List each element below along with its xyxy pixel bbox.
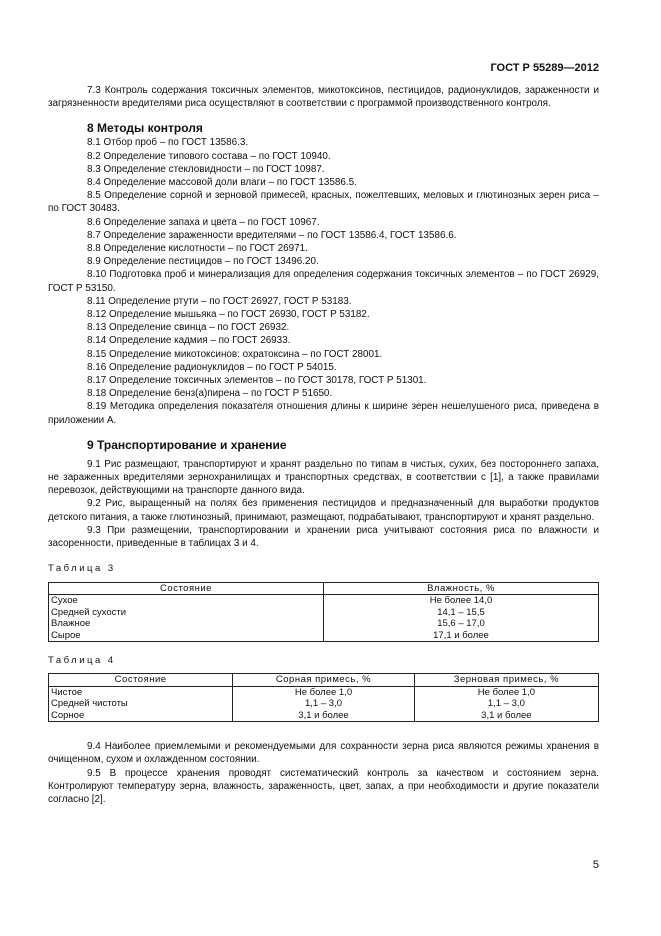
table-3-header-moisture: Влажность, %	[324, 582, 599, 595]
table-4-header-state: Состояние	[49, 674, 233, 687]
table-4	[48, 673, 599, 722]
table-cell: 1,1 – 3,0	[233, 698, 415, 710]
paragraph-9-3: 9.3 При размещении, транспортировании и хранении риса учитывают состояния риса по влажности и засоренности, приведенные в таблицах 3 и 4.	[48, 524, 599, 550]
method-item: 8.16 Определение радионуклидов – по ГОСТ Р 54015.	[87, 361, 337, 373]
section-9-title: 9 Транспортирование и хранение	[87, 437, 287, 452]
table-cell: Сорное	[49, 710, 233, 722]
table-3-caption: Таблица 3	[48, 563, 116, 575]
method-item: 8.9 Определение пестицидов – по ГОСТ 13496.20.	[87, 256, 319, 268]
table-3	[48, 582, 599, 643]
table-cell: Не более 1,0	[414, 686, 598, 698]
table-4-header-grain-impurity: Зерновая примесь, %	[414, 674, 598, 687]
table-cell: Не более 14,0	[324, 595, 599, 607]
table-row	[49, 698, 599, 710]
table-row	[49, 595, 599, 607]
table-cell: Сухое	[49, 595, 324, 607]
page-body	[48, 84, 599, 806]
table-cell: Сырое	[49, 630, 324, 642]
method-item: 8.17 Определение токсичных элементов – по ГОСТ 30178, ГОСТ Р 51301.	[87, 375, 427, 387]
section-8-title: 8 Методы контроля	[87, 121, 203, 136]
table-row	[49, 710, 599, 722]
method-item: 8.7 Определение зараженности вредителями – по ГОСТ 13586.4, ГОСТ 13586.6.	[87, 229, 457, 241]
table-cell: 17,1 и более	[324, 630, 599, 642]
table-row	[49, 607, 599, 619]
table-cell: 14,1 – 15,5	[324, 607, 599, 619]
method-item: 8.15 Определение микотоксинов: охратоксина – по ГОСТ 28001.	[87, 348, 383, 360]
method-item: 8.19 Методика определения показателя отношения длины к ширине зерен нешелушеного риса, приведена в приложении А.	[48, 401, 599, 426]
method-item: 8.5 Определение сорной и зерновой примесей, красных, пожелтевших, меловых и глютинозных зерен риса – по ГОСТ 30483.	[48, 190, 599, 215]
method-item: 8.4 Определение массовой доли влаги – по ГОСТ 13586.5.	[87, 177, 357, 189]
section-8-list	[48, 136, 599, 426]
table-cell: 3,1 и более	[233, 710, 415, 722]
table-cell: 15,6 – 17,0	[324, 618, 599, 630]
table-4-caption: Таблица 4	[48, 655, 116, 666]
table-row	[49, 686, 599, 698]
paragraph-9-2: 9.2 Рис, выращенный на полях без применения пестицидов и предназначенный для выработки продуктов детского питания, а также глютинозный, принимают, размещают, подрабатывают, транспортируют и хранят раздельно.	[48, 498, 599, 523]
table-cell: Средней сухости	[49, 607, 324, 619]
method-item: 8.2 Определение типового состава – по ГОСТ 10940.	[87, 150, 331, 162]
method-item: 8.6 Определение запаха и цвета – по ГОСТ 10967.	[87, 216, 320, 228]
paragraph-9-4: 9.4 Наиболее приемлемыми и рекомендуемыми для сохранности зерна риса являются режимы хранения в очищенном, сухом и охлажденном состоянии.	[48, 741, 599, 766]
table-cell: Чистое	[49, 686, 233, 698]
method-item: 8.14 Определение кадмия – по ГОСТ 26933.	[87, 335, 291, 347]
table-cell: 1,1 – 3,0	[414, 698, 598, 710]
table-row	[49, 618, 599, 630]
paragraph-9-1: 9.1 Рис размещают, транспортируют и хранят раздельно по типам в чистых, сухих, без постороннего запаха, не зараженных вредителями зернохранилищах и транспортных средствах, в соответствии с [1], а также правилами перевозок, действующими на транспорте данного вида.	[48, 458, 599, 497]
table-cell: Средней чистоты	[49, 698, 233, 710]
method-item: 8.13 Определение свинца – по ГОСТ 26932.	[87, 322, 290, 334]
page-number: 5	[592, 859, 599, 871]
method-item: 8.8 Определение кислотности – по ГОСТ 26971.	[87, 243, 308, 255]
method-item: 8.1 Отбор проб – по ГОСТ 13586.3.	[87, 137, 249, 149]
paragraph-9-5: 9.5 В процессе хранения проводят систематический контроль за качеством и состоянием зерна. Контролируют температуру зерна, влажность, зараженность, цвет, запах, а при необходимости и другие показатели согласно [2].	[48, 767, 599, 806]
document-code: ГОСТ Р 55289—2012	[490, 62, 599, 74]
table-row	[49, 630, 599, 642]
table-cell: 3,1 и более	[414, 710, 598, 722]
table-4-header-weed-impurity: Сорная примесь, %	[233, 674, 415, 687]
method-item: 8.18 Определение бенз(а)пирена – по ГОСТ Р 51650.	[87, 388, 333, 400]
method-item: 8.11 Определение ртути – по ГОСТ 26927, ГОСТ Р 53183.	[87, 295, 352, 307]
method-item: 8.12 Определение мышьяка – по ГОСТ 26930, ГОСТ Р 53182.	[87, 309, 370, 321]
method-item: 8.10 Подготовка проб и минерализация для определения содержания токсичных элементов – по ГОСТ 26929, ГОСТ Р 53150.	[48, 269, 599, 294]
paragraph-7-3: 7.3 Контроль содержания токсичных элементов, микотоксинов, пестицидов, радионуклидов, зараженности и загрязненности вредителями риса осуществляют в соответствии с программой производственного контроля.	[48, 85, 599, 110]
method-item: 8.3 Определение стекловидности – по ГОСТ 10987.	[87, 163, 325, 175]
table-cell: Не более 1,0	[233, 686, 415, 698]
table-3-header-state: Состояние	[49, 582, 324, 595]
table-cell: Влажное	[49, 618, 324, 630]
